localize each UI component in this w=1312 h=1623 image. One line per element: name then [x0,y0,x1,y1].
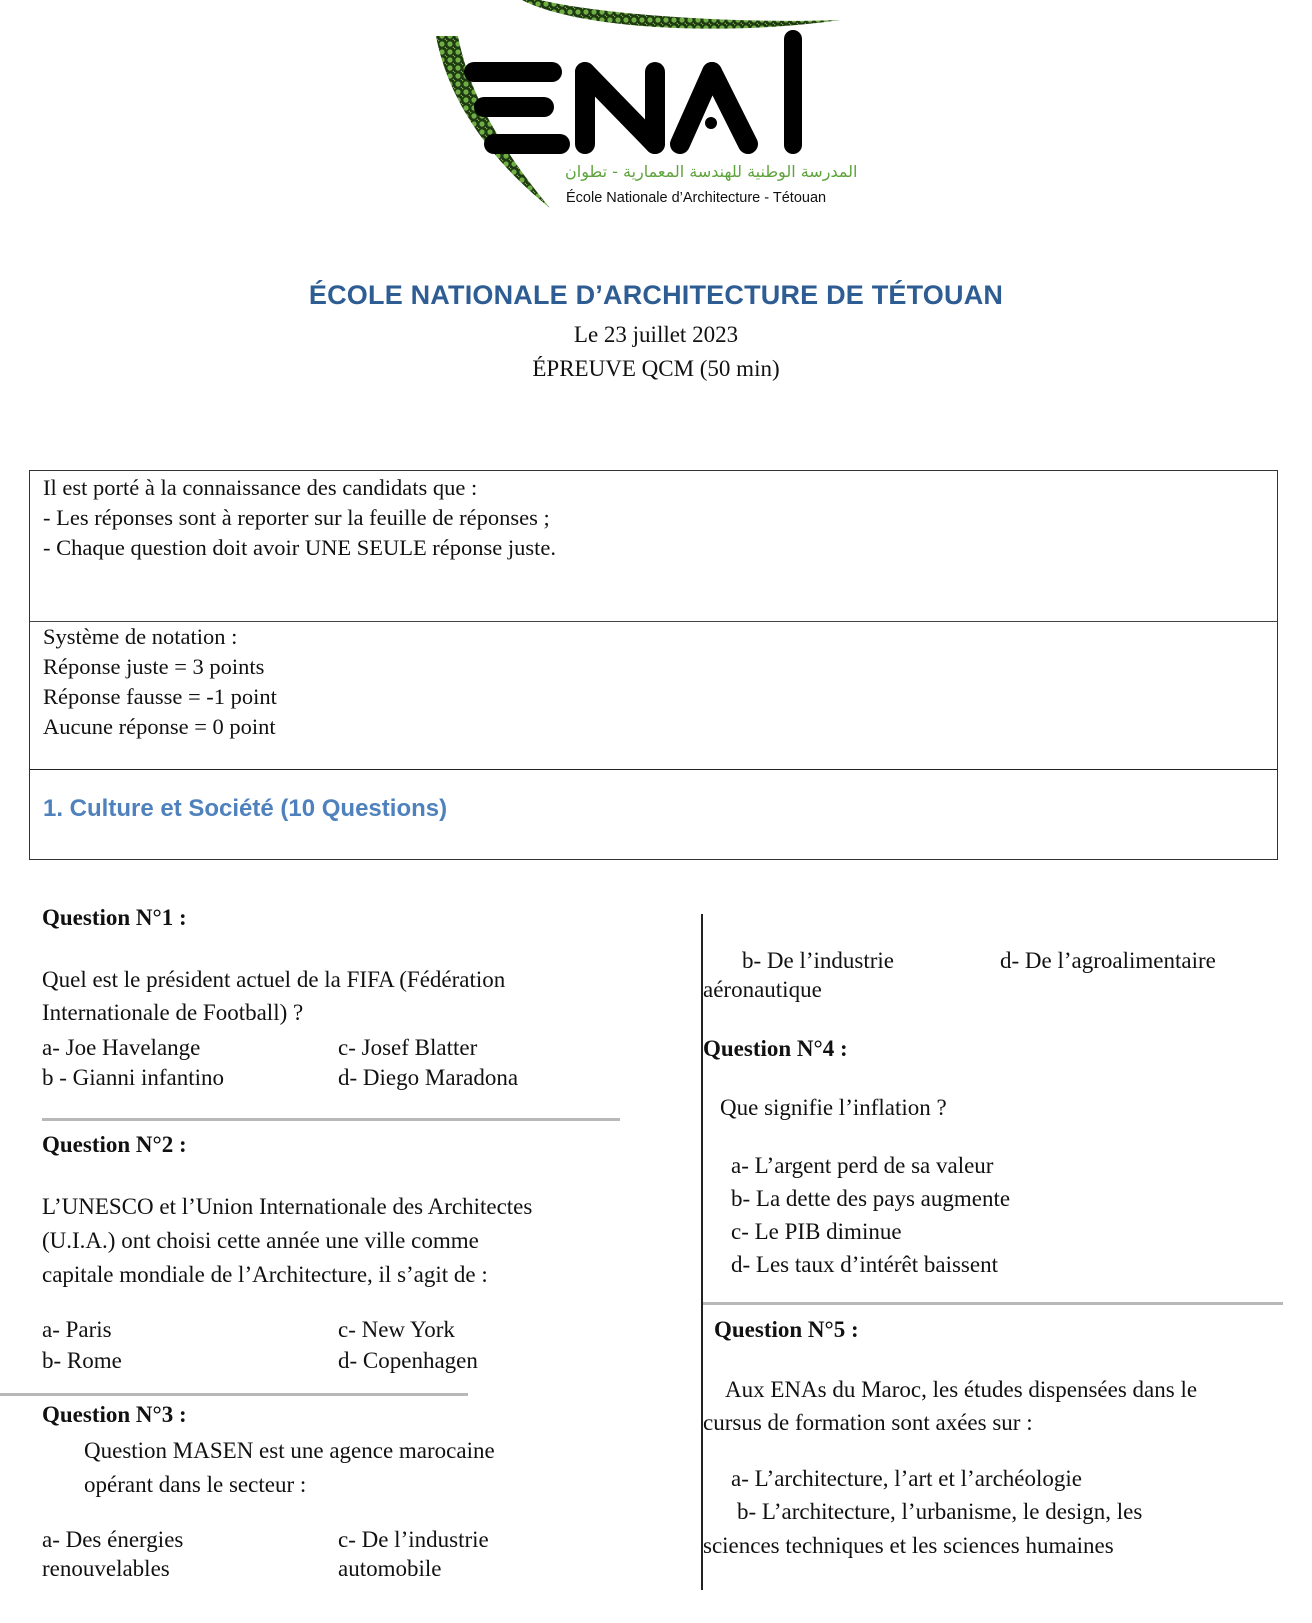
grading-line: Réponse juste = 3 points [43,654,265,679]
grading-cell [30,620,1277,770]
question-2-option-a: a- Paris [42,1317,112,1342]
question-3-option-d: d- De l’agroalimentaire [1000,948,1216,973]
exam-date: Le 23 juillet 2023 [573,322,739,347]
question-2-text: (U.I.A.) ont choisi cette année une ville comme [42,1228,479,1253]
question-1-option-b: b - Gianni infantino [42,1065,225,1090]
logo-letter-n [585,72,655,144]
question-2-option-d: d- Copenhagen [338,1348,478,1373]
question-3-text: Question MASEN est une agence marocaine [84,1438,495,1463]
question-divider [42,1118,620,1121]
question-1-text: Quel est le président actuel de la FIFA (Fédération [42,967,506,992]
question-2-heading: Question N°2 : [42,1132,187,1157]
notice-rule: - Chaque question doit avoir UNE SEULE réponse juste. [43,535,557,560]
question-5-option-b: b- L’architecture, l’urbanisme, le design, les [737,1499,1143,1524]
logo-letter-t [784,30,802,154]
question-5-text: Aux ENAs du Maroc, les études dispensées dans le [725,1377,1198,1402]
question-1-option-c: c- Josef Blatter [338,1035,478,1060]
question-divider [703,1302,1283,1305]
question-3-heading: Question N°3 : [42,1402,187,1427]
question-3-text: opérant dans le secteur : [84,1472,307,1497]
logo-top-swoosh [522,0,840,29]
section-title: 1. Culture et Société (10 Questions) [43,795,448,822]
question-3-option-c-cont: automobile [338,1556,442,1581]
question-4-option-a: a- L’argent perd de sa valeur [731,1153,994,1178]
question-5-heading: Question N°5 : [714,1317,859,1342]
question-2-option-c: c- New York [338,1317,455,1342]
logo-french-name: École Nationale d’Architecture - Tétouan [566,190,827,206]
question-3-option-a: a- Des énergies [42,1527,184,1552]
question-5-option-b-cont: sciences techniques et les sciences humaines [703,1533,1114,1558]
question-1-option-a: a- Joe Havelange [42,1035,201,1060]
question-1-heading: Question N°1 : [42,905,187,930]
question-4-option-c: c- Le PIB diminue [731,1219,902,1244]
grading-line: Réponse fausse = -1 point [43,684,277,709]
question-2-text: L’UNESCO et l’Union Internationale des Architectes [42,1194,533,1219]
enat-logo-graphic [430,0,870,215]
notice-rule: - Les réponses sont à reporter sur la feuille de réponses ; [43,505,550,530]
question-3-option-c: c- De l’industrie [338,1527,489,1552]
question-4-option-d: d- Les taux d’intérêt baissent [731,1252,998,1277]
notice-cell [30,471,1277,622]
notice-intro: Il est porté à la connaissance des candidats que : [43,475,478,500]
column-separator [701,914,703,1590]
question-5-option-a: a- L’architecture, l’art et l’archéologie [731,1466,1082,1491]
grading-line: Aucune réponse = 0 point [43,714,276,739]
exam-title: ÉPREUVE QCM (50 min) [532,356,780,381]
question-4-heading: Question N°4 : [703,1036,848,1061]
enat-logo [430,0,870,215]
question-divider [0,1393,468,1396]
question-3-option-b: b- De l’industrie [742,948,895,973]
question-2-text: capitale mondiale de l’Architecture, il s’agit de : [42,1262,488,1287]
question-1-option-d: d- Diego Maradona [338,1065,519,1090]
logo-left-crescent [436,36,550,208]
school-title: ÉCOLE NATIONALE D’ARCHITECTURE DE TÉTOUAN [308,280,1004,310]
question-2-option-b: b- Rome [42,1348,122,1373]
logo-letter-a [680,72,748,144]
logo-arabic-name: المدرسة الوطنية للهندسة المعمارية - تطوان [565,162,858,181]
grading-title: Système de notation : [43,624,238,649]
info-table [29,470,1278,860]
question-1-text: Internationale de Football) ? [42,1000,304,1025]
question-3-option-b-cont: aéronautique [703,977,822,1002]
question-5-text: cursus de formation sont axées sur : [703,1410,1033,1435]
question-4-text: Que signifie l’inflation ? [720,1095,947,1120]
question-4-option-b: b- La dette des pays augmente [731,1186,1011,1211]
section-cell [30,768,1277,858]
question-3-option-a-cont: renouvelables [42,1556,170,1581]
